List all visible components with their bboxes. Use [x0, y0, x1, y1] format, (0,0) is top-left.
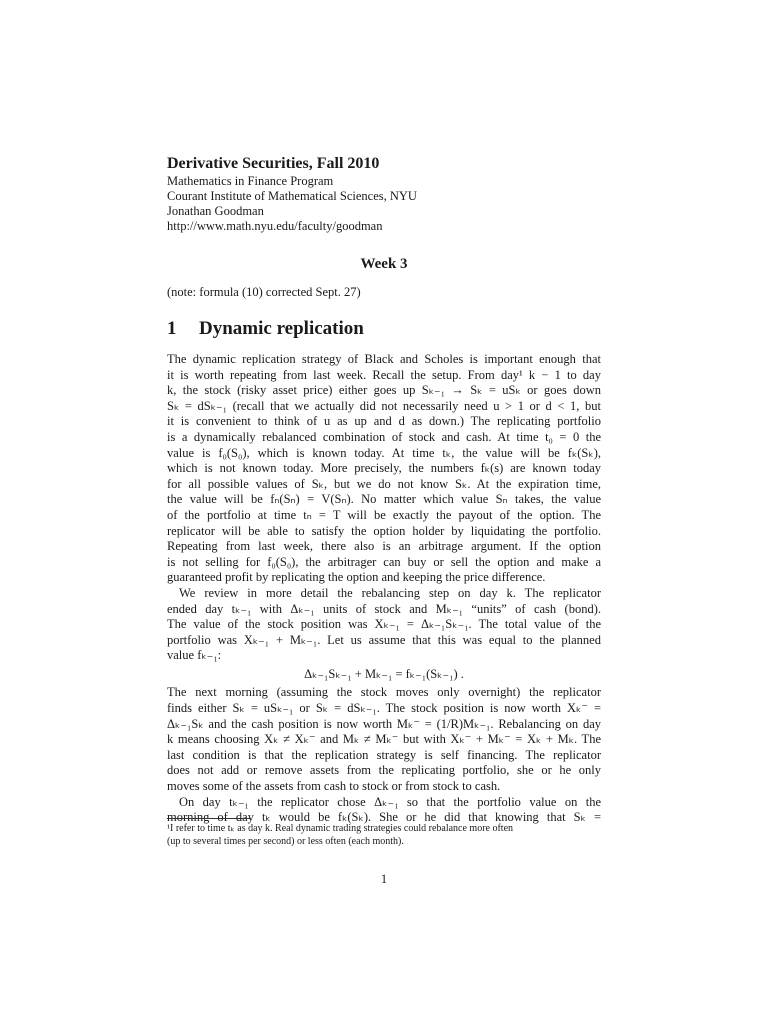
url-line: http://www.math.nyu.edu/faculty/goodman: [167, 219, 383, 233]
body-line: replicator will be able to satisfy the option holder by liquidating the portfolio.: [167, 523, 601, 538]
footnote-rule: [167, 818, 251, 819]
section-title: Dynamic replication: [199, 318, 364, 339]
section-number: 1: [167, 318, 177, 339]
institute-line: Courant Institute of Mathematical Sciences, NYU: [167, 189, 417, 203]
body-line: k means choosing Xₖ ≠ Xₖ⁻ and Mₖ ≠ Mₖ⁻ but with Xₖ⁻ + Mₖ⁻ = Xₖ + Mₖ. The: [167, 732, 601, 747]
body-text: [167, 352, 601, 826]
body-line: The dynamic replication strategy of Black and Scholes is important enough that: [167, 352, 601, 366]
footnote: [167, 822, 601, 848]
author-line: Jonathan Goodman: [167, 204, 264, 218]
footnote-line: ¹I refer to time tₖ as day k. Real dynamic trading strategies could rebalance more often: [167, 823, 514, 834]
body-line: it is convenient to think of u as up and d as down.) The replicating portfolio: [167, 414, 601, 429]
body-line: Δₖ₋₁Sₖ and the cash position is now worth Mₖ⁻ = (1/R)Mₖ₋₁. Rebalancing on day: [167, 716, 601, 731]
correction-note: (note: formula (10) corrected Sept. 27): [167, 285, 361, 299]
body-line: The value of the stock position was Xₖ₋₁ = Δₖ₋₁Sₖ₋₁. The total value of the: [167, 617, 601, 632]
body-line: is not selling for f₀(S₀), the arbitrager can buy or sell the option and make a: [167, 554, 601, 569]
course-title: Derivative Securities, Fall 2010: [167, 155, 380, 172]
page-number: 1: [380, 872, 388, 886]
body-line: does not add or remove assets from the replicating portfolio, she or he only: [167, 763, 601, 778]
body-line: morning of day tₖ would be fₖ(Sₖ). She or he did that knowing that Sₖ =: [167, 810, 601, 825]
display-equation: Δₖ₋₁Sₖ₋₁ + Mₖ₋₁ = fₖ₋₁(Sₖ₋₁) .: [304, 666, 464, 681]
body-line: guaranteed profit by replicating the option and keeping the price difference.: [167, 570, 546, 585]
body-line: k, the stock (risky asset price) either goes up Sₖ₋₁ → Sₖ = uSₖ or goes down: [167, 383, 601, 398]
body-line: On day tₖ₋₁ the replicator chose Δₖ₋₁ so that the portfolio value on the: [179, 794, 601, 809]
body-line: for all possible values of Sₖ, but we do not know Sₖ. At the expiration time,: [167, 476, 601, 491]
body-line: which is not known today. More precisely, the numbers fₖ(s) are known today: [167, 461, 601, 476]
body-line: portfolio was Xₖ₋₁ + Mₖ₋₁. Let us assume that this was equal to the planned: [167, 632, 601, 647]
body-line: of the portfolio at time tₙ = T will be exactly the payout of the option. The: [167, 507, 601, 522]
body-line: value is f₀(S₀), which is known today. At time tₖ, the value will be fₖ(Sₖ),: [167, 445, 601, 460]
body-line: Repeating from last week, there also is an arbitrage argument. If the option: [167, 539, 601, 554]
body-line: is a dynamically rebalanced combination of stock and cash. At time t₀ = 0 the: [167, 429, 601, 444]
section-heading: [167, 318, 364, 340]
body-line: value fₖ₋₁:: [167, 648, 222, 663]
body-line: Sₖ = dSₖ₋₁ (recall that we actually did not necessarily need u > 1 or d < 1, but: [167, 398, 601, 413]
body-line: finds either Sₖ = uSₖ₋₁ or Sₖ = dSₖ₋₁. The stock position is now worth Xₖ⁻ =: [167, 701, 601, 716]
program-line: Mathematics in Finance Program: [167, 174, 334, 188]
document-header: [167, 154, 607, 234]
body-line: it is worth repeating from last week. Recall the setup. From day¹ k − 1 to day: [167, 367, 601, 382]
body-line: We review in more detail the rebalancing step on day k. The replicator: [179, 585, 601, 600]
body-line: last condition is that the replication strategy is self financing. The replicator: [167, 747, 601, 762]
body-line: the value will be fₙ(Sₙ) = V(Sₙ). No matter which value Sₙ takes, the value: [167, 492, 601, 507]
body-line: ended day tₖ₋₁ with Δₖ₋₁ units of stock and Mₖ₋₁ “units” of cash (bond).: [167, 601, 601, 616]
footnote-line: (up to several times per second) or less often (each month).: [167, 836, 404, 847]
week-title: Week 3: [360, 256, 408, 272]
body-line: moves some of the assets from cash to stock or from stock to cash.: [167, 779, 501, 794]
body-line: The next morning (assuming the stock moves only overnight) the replicator: [167, 685, 601, 700]
